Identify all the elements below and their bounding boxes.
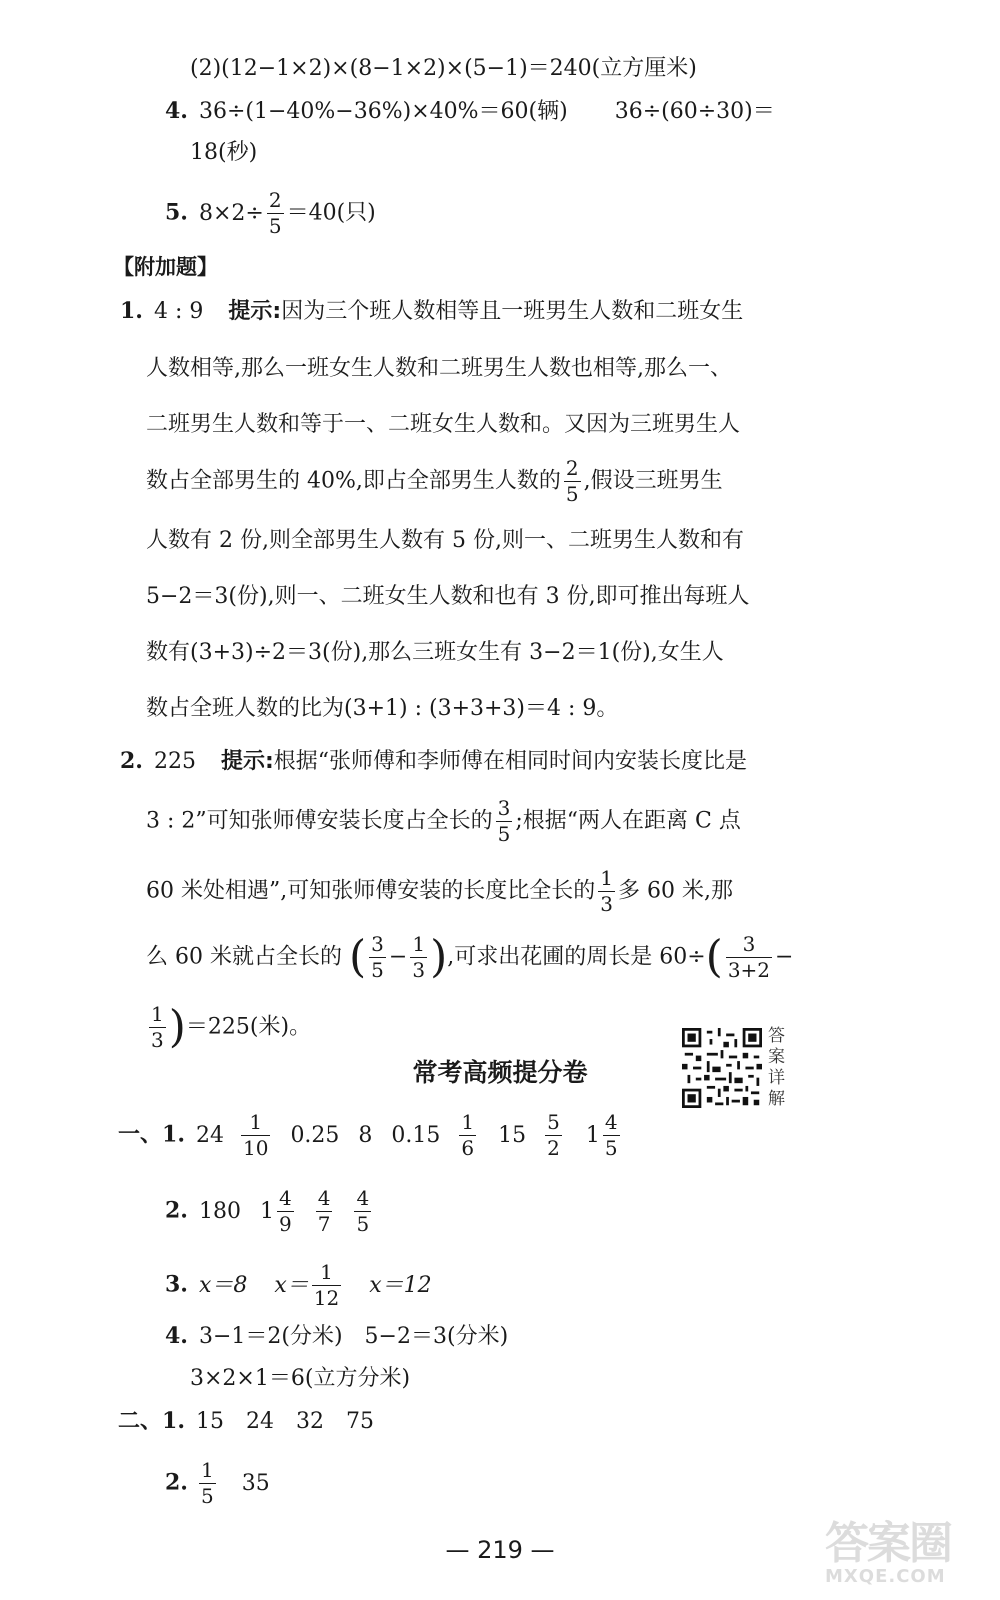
s2-q4-line1: 4. 3−1＝2(分米) 5−2＝3(分米) (165, 1323, 509, 1349)
extra-p1-line5: 人数有 2 份,则全部男生人数有 5 份,则一、二班男生人数和有 (146, 528, 744, 553)
extra-p1-line7: 数有(3+3)÷2＝3(份),那么三班女生有 3−2＝1(份),女生人 (146, 640, 724, 665)
q4-line (165, 100, 775, 123)
fraction-3-over-3plus2: $\frac{3}{3+2}$ (727, 932, 771, 982)
q4-line-cont: 18(秒) (190, 140, 258, 165)
extra-p2-number: 2. (120, 748, 143, 774)
extra-p1-hint-label: 提示: (228, 299, 282, 324)
extra-p2-answer: 225 (153, 749, 196, 774)
qr-label: 答案详解 (768, 1026, 785, 1109)
fraction-1-6: $\frac{1}{6}$ (461, 1110, 475, 1160)
q5-fraction: $\frac{2}{5}$ (268, 188, 282, 238)
watermark (825, 1518, 990, 1594)
extra-p2-line5: $\frac{1}{3}$ )＝225(米)。 (151, 1001, 312, 1053)
extra-p2-hint-label: 提示: (220, 749, 274, 774)
extra-p1-answer: 4 : 9 (153, 299, 204, 324)
watermark-url: MXQE.COM (825, 1566, 946, 1587)
qr-code-icon[interactable] (682, 1028, 762, 1108)
extra-p2-line2: 3 : 2”可知张师傅安装长度占全长的 $\frac{3}{5}$ ;根据“两人在距离 C 点 (146, 796, 741, 846)
extra-p1-text: 因为三个班人数相等且一班男生人数和二班女生 (281, 299, 744, 324)
extra-header: 【附加题】 (113, 255, 218, 279)
s2-part2-label: 二、 (118, 1408, 163, 1434)
fraction-4-7: $\frac{4}{7}$ (317, 1186, 331, 1236)
q4-expression-a: 36÷(1−40%−36%)×40%＝60(辆) (198, 99, 568, 124)
s2-part2-q1-line: 二、1. 15 24 32 75 (118, 1408, 374, 1434)
fraction-3-5: $\frac{3}{5}$ (497, 796, 511, 846)
q4-number: 4. (165, 98, 188, 124)
q5-pre: 8×2÷ (198, 200, 264, 226)
s2-q4-line2: 3×2×1＝6(立方分米) (190, 1366, 411, 1391)
fraction-1-5: $\frac{1}{5}$ (200, 1458, 214, 1508)
fraction-5-2: $\frac{5}{2}$ (547, 1110, 560, 1160)
q5-post: ＝40(只) (286, 200, 376, 226)
s2-part2-q2-line: 2. $\frac{1}{5}$ 35 (165, 1458, 270, 1508)
extra-p1-line1 (120, 300, 743, 323)
q5-line (165, 190, 376, 237)
fraction-1-3-c: $\frac{1}{3}$ (151, 1002, 164, 1052)
s2-q1-line: 一、1. 24 $\frac{1}{10}$ 0.25 8 0.15 $\frac{1}{6}$ 15 $\frac{5}{2}$ 1 $\frac{4}{5}$ (118, 1110, 618, 1160)
extra-p1-line6: 5−2＝3(份),则一、二班女生人数和也有 3 份,即可推出每班人 (146, 584, 750, 609)
fraction-1-3-b: $\frac{1}{3}$ (412, 932, 426, 982)
extra-p1-number: 1. (120, 298, 143, 324)
extra-p2-line3: 60 米处相遇”,可知张师傅安装的长度比全长的 $\frac{1}{3}$ 多 60 米,那 (146, 866, 733, 916)
extra-p2-line1 (120, 750, 747, 773)
q4-expression-b: 36÷(60÷30)＝ (614, 99, 775, 124)
extra-p1-line8: 数占全班人数的比为(3+1) : (3+3+3)＝4 : 9。 (146, 696, 619, 721)
section-title: 常考高频提分卷 (412, 1058, 588, 1087)
watermark-logo: 答案圈 (825, 1518, 951, 1569)
extra-p2-line4: 么 60 米就占全长的 ( $\frac{3}{5}$ − $\frac{1}{3}$ ),可求出花圃的周长是 60÷( $\frac{3}{3+2}$ − (146, 931, 794, 983)
mixed-1-4-9: $\frac{4}{9}$ (278, 1186, 292, 1236)
fraction-3-5-b: $\frac{3}{5}$ (371, 932, 384, 982)
extra-p2-text: 根据“张师傅和李师傅在相同时间内安装长度比是 (273, 749, 748, 774)
fraction-2-5: $\frac{2}{5}$ (565, 456, 579, 506)
extra-p1-line4: 数占全部男生的 40%,即占全部男生人数的 $\frac{2}{5}$ ,假设三班男生 (146, 456, 723, 506)
mixed-1-4-5: $\frac{4}{5}$ (604, 1110, 618, 1160)
extra-p1-line2: 人数相等,那么一班女生人数和二班男生人数也相等,那么一、 (146, 356, 732, 381)
fraction-1-10: $\frac{1}{10}$ (242, 1110, 269, 1160)
page-number: — 219 — (445, 1536, 555, 1564)
s2-q3-line: 3. x＝8 x＝ $\frac{1}{12}$ x＝12 (165, 1260, 432, 1310)
fraction-1-12: $\frac{1}{12}$ (313, 1260, 340, 1310)
extra-p1-line3: 二班男生人数和等于一、二班女生人数和。又因为三班男生人 (146, 412, 741, 437)
fraction-4-5: $\frac{4}{5}$ (356, 1186, 370, 1236)
s2-part1-label: 一、 (118, 1121, 163, 1148)
q5-number: 5. (165, 199, 188, 226)
fraction-1-3: $\frac{1}{3}$ (600, 866, 613, 916)
line-part2-volume: (2)(12−1×2)×(8−1×2)×(5−1)＝240(立方厘米) (190, 56, 697, 81)
s2-q2-line: 2. 180 1 $\frac{4}{9}$ $\frac{4}{7}$ $\frac{4}{5}$ (165, 1186, 370, 1236)
